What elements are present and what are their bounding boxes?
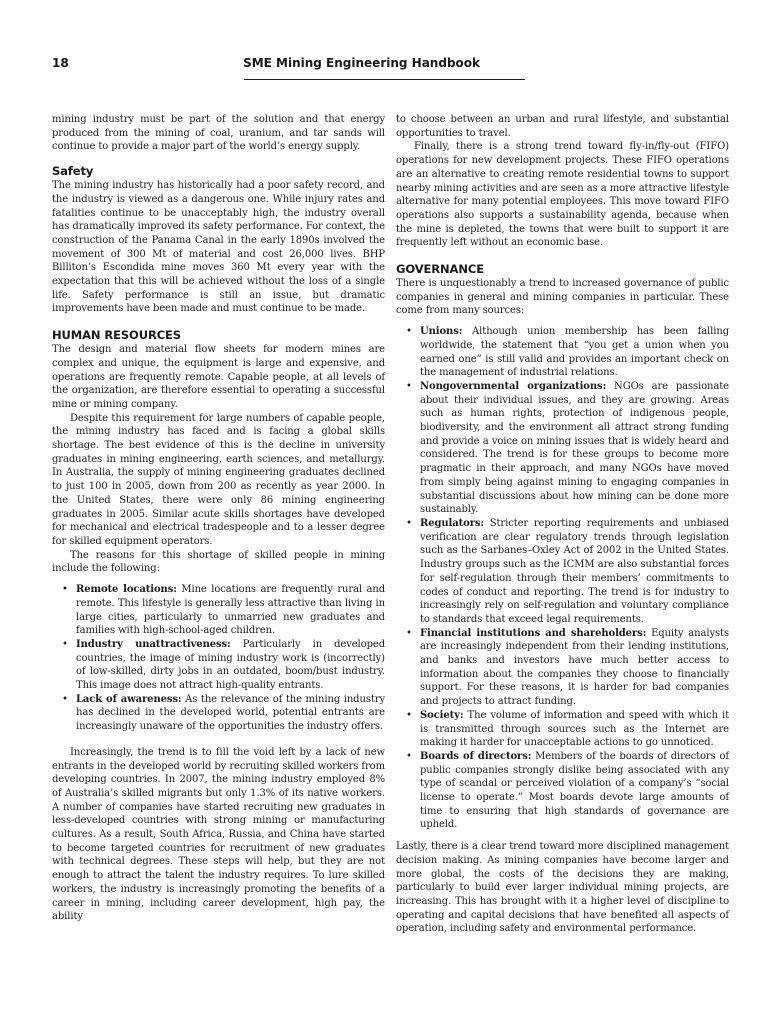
bullet-text: Mine locations are frequently rural and remote. This lifestyle is generally less attractive than living in large cities, particularly to unmarried new graduates and families with high-school-aged children. bbox=[76, 584, 385, 637]
continued-paragraph: to choose between an urban and rural lifestyle, and substantial opportunities to travel. bbox=[396, 114, 729, 139]
page-number: 18 bbox=[52, 56, 69, 70]
bullet-text: Stricter reporting requirements and unbiased verification are clear regulatory trends through legislation such as the Sarbanes–Oxley Act of 2002 in the United States. Industry groups such as the ICMM are also substantial forces for self-regulation through their members’ commitments to codes of conduct and reporting. The trend is for industry to increasingly rely on self-regulation and voluntary compliance to standards that exceed legal requirements. bbox=[420, 517, 729, 625]
bullet-term: Lack of awareness: bbox=[76, 693, 182, 705]
hr-paragraph-3: The reasons for this shortage of skilled people in mining include the following: bbox=[52, 549, 385, 575]
bullet-text: NGOs are passionate about their individual issues, and they are growing. Areas such as human rights, protection of indigenous people, biodiversity, and the environment all attract strong funding and provide a voice on mining issues that is widely heard and considered. The trend is for these groups to become more pragmatic in their approach, and many NGOs have moved from simply being against mining to engaging companies in substantial discussions about how mining can be done more sustainably. bbox=[420, 380, 730, 516]
bullet-term: Unions: bbox=[420, 326, 463, 338]
bullet-text: Members of the boards of directors of public companies strongly dislike being associated with any type of scandal or perceived violation of a company’s “social license to operate.” Most boards devote large amounts of time to ensuring that high standards of governance are upheld. bbox=[420, 750, 729, 831]
bullet-term: Industry unattractiveness: bbox=[76, 638, 231, 650]
governance-paragraph-1: There is unquestionably a trend to increased governance of public companies in general and mining companies in particular. These come from many sources: bbox=[396, 278, 729, 317]
hr-paragraph-1: The design and material flow sheets for modern mines are complex and unique, the equipment is large and expensive, and operations are frequently remote. Capable people, at all levels of the organization, are therefore essential to operating a successful mine or mining company. bbox=[52, 344, 385, 410]
left-column bbox=[52, 113, 385, 924]
bullet-text: Equity analysts are increasingly independent from their lending institutions, and banks and investors have much better access to information about the companies they choose to financially support. For these reasons, it is harder for bad companies and projects to attract funding. bbox=[420, 627, 730, 708]
right-column bbox=[396, 113, 729, 936]
bullet-text: The volume of information and speed with which it is transmitted through sources such as the Internet are making it harder for unacceptable actions to go unnoticed. bbox=[420, 709, 729, 749]
shortage-reasons-list bbox=[52, 583, 385, 734]
list-item bbox=[396, 627, 729, 709]
list-item bbox=[396, 750, 729, 832]
bullet-term: Society: bbox=[420, 709, 464, 721]
list-item bbox=[396, 325, 729, 380]
bullet-term: Boards of directors: bbox=[420, 750, 532, 762]
hr-paragraph-2: Despite this requirement for large numbers of capable people, the mining industry has faced and is facing a global skills shortage. The best evidence of this is the decline in university graduates in mining engineering, earth sciences, and metallurgy. In Australia, the supply of mining engineering graduates declined to just 100 in 2005, down from 200 as recently as year 2000. In the United States, there were only 86 mining engineering graduates in 2005. Similar acute skills shortages have developed for mechanical and electrical tradespeople and to a lesser degree for skilled equipment operators. bbox=[52, 412, 385, 547]
running-title: SME Mining Engineering Handbook bbox=[243, 56, 480, 70]
human-resources-heading: HUMAN RESOURCES bbox=[52, 328, 181, 343]
bullet-text: Particularly in developed countries, the image of mining industry work is (incorrectly) of low-skilled, dirty jobs in an outdated, boom/bust industry. This image does not attract high-quality entrants. bbox=[76, 638, 385, 692]
safety-paragraph: The mining industry has historically had a poor safety record, and the industry is viewed as a dangerous one. While injury rates and fatalities continue to be unacceptably high, the industry overall has dramatically improved its safety performance. For context, the construction of the Panama Canal in the early 1890s involved the movement of 300 Mt of material and cost 26,000 lives. BHP Billiton’s Escondida mine moves 360 Mt every year with the expectation that this will be achieved without the loss of a single life. Safety performance is still an issue, but dramatic improvements have been made and must continue to be made. bbox=[52, 180, 385, 315]
bullet-term: Financial institutions and shareholders: bbox=[420, 627, 647, 639]
header-rule bbox=[244, 79, 525, 80]
list-item bbox=[52, 638, 385, 693]
governance-paragraph-2: Lastly, there is a clear trend toward more disciplined management decision making. As mining companies have become larger and more global, the costs of the decisions they are making, particularly to build ever larger individual mining projects, are increasing. This has brought with it a higher level of discipline to operating and capital decisions that have benefited all aspects of operation, including safety and environmental performance. bbox=[396, 841, 729, 935]
list-item bbox=[52, 583, 385, 638]
governance-heading: GOVERNANCE bbox=[396, 262, 484, 277]
intro-paragraph: mining industry must be part of the solution and that energy produced from the mining of coal, uranium, and tar sands will continue to provide a major part of the world’s energy supply. bbox=[52, 114, 385, 153]
list-item bbox=[52, 693, 385, 734]
safety-heading: Safety bbox=[52, 164, 94, 179]
bullet-term: Nongovernmental organizations: bbox=[420, 380, 607, 392]
page-header bbox=[0, 0, 768, 82]
bullet-term: Remote locations: bbox=[76, 584, 177, 596]
list-item bbox=[396, 517, 729, 627]
list-item bbox=[396, 380, 729, 517]
hr-paragraph-4: Increasingly, the trend is to fill the void left by a lack of new entrants in the developed world by recruiting skilled workers from developing countries. In 2007, the mining industry employed 8% of Australia’s skilled migrants but only 1.3% of its native workers. A number of companies have started recruiting new graduates in less-developed countries with strong mining or manufacturing cultures. As a result, South Africa, Russia, and China have started to become targeted countries for recruitment of new graduates with technical degrees. These steps will help, but they are not enough to attract the talent the industry requires. To lure skilled workers, the industry is increasingly promoting the benefits of a career in mining, including career development, high pay, the ability bbox=[52, 746, 385, 923]
bullet-term: Regulators: bbox=[420, 517, 484, 529]
fifo-paragraph: Finally, there is a strong trend toward fly-in/fly-out (FIFO) operations for new development projects. These FIFO operations are an alternative to creating remote residential towns to support nearby mining activities and are seen as a more attractive lifestyle alternative for many potential employees. This move toward FIFO operations also supports a sustainability agenda, because when the mine is depleted, the towns that were built to support it are frequently left without an economic base. bbox=[396, 141, 729, 249]
bullet-text: Although union membership has been falling worldwide, the statement that “you get a union when you earned one” is still valid and provides an important check on the management of industrial relations. bbox=[420, 326, 729, 379]
bullet-text: As the relevance of the mining industry has declined in the developed world, potential entrants are increasingly unaware of the opportunities the industry offers. bbox=[76, 693, 385, 733]
governance-sources-list bbox=[396, 325, 729, 832]
list-item bbox=[396, 709, 729, 750]
